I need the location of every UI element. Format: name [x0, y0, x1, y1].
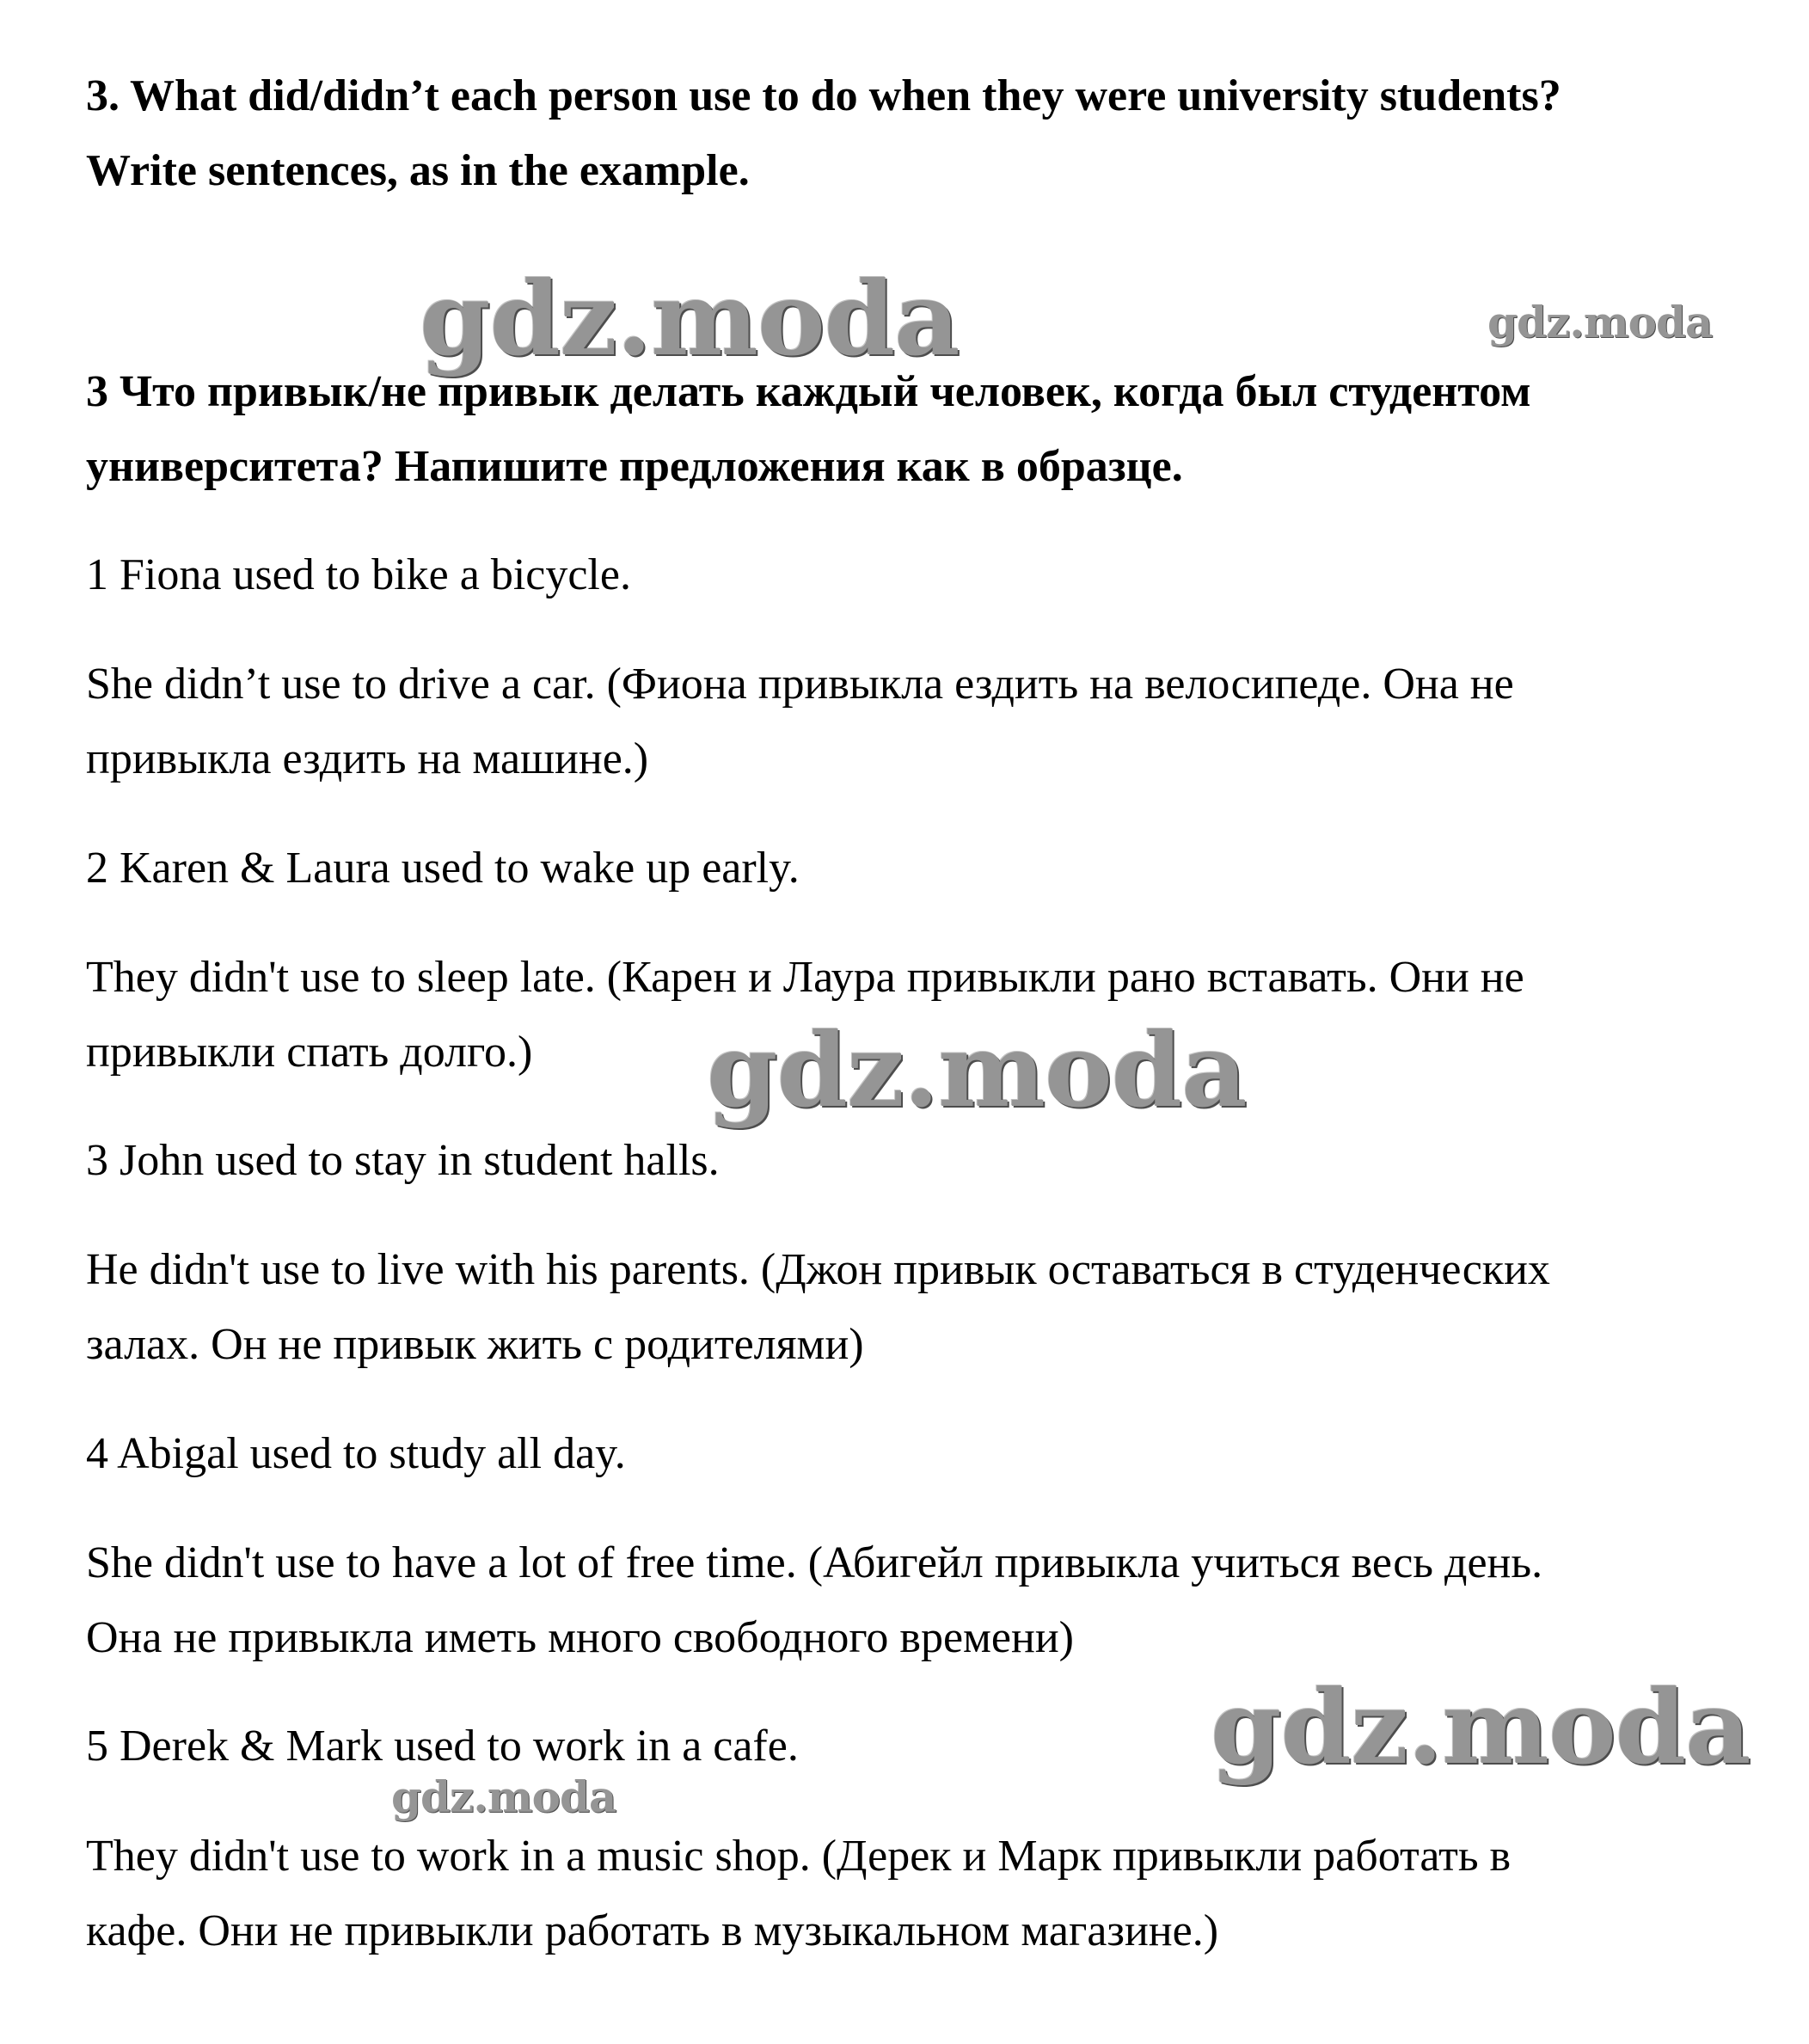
answer-2-translation-line-2: привыкли спать долго.) — [86, 1028, 533, 1077]
answer-4-translation-line-1: She didn't use to have a lot of free time. (Абигейл привыкла учиться весь день. — [86, 1538, 1543, 1587]
answer-3-sentence: 3 John used to stay in student halls. — [86, 1136, 720, 1185]
watermark-logo: gdz.moda — [1211, 1667, 1751, 1787]
answer-5-translation-line-1: They didn't use to work in a music shop. (Дерек и Марк привыкли работать в — [86, 1832, 1512, 1881]
task-heading-en-line-2: Write sentences, as in the example. — [86, 146, 750, 195]
answer-4-translation-line-2: Она не привыкла иметь много свободного времени) — [86, 1613, 1074, 1662]
answer-1-translation-line-2: привыкла ездить на машине.) — [86, 734, 649, 783]
task-heading-ru-line-1: 3 Что привык/не привык делать каждый человек, когда был студентом — [86, 367, 1531, 416]
watermark-logo: gdz.moda — [707, 1010, 1247, 1130]
answer-3-translation-line-1: He didn't use to live with his parents. (Джон привык оставаться в студенческих — [86, 1245, 1550, 1294]
watermark-logo: gdz.moda — [1487, 297, 1713, 347]
answer-2-translation-line-1: They didn't use to sleep late. (Карен и Лаура привыкли рано вставать. Они не — [86, 953, 1524, 1002]
task-heading-en-line-1: 3. What did/didn’t each person use to do when they were university students? — [86, 71, 1561, 120]
answer-1-translation-line-1: She didn’t use to drive a car. (Фиона привыкла ездить на велосипеде. Она не — [86, 660, 1514, 709]
answer-1-sentence: 1 Fiona used to bike a bicycle. — [86, 550, 631, 599]
task-heading-ru-line-2: университета? Напишите предложения как в образце. — [86, 442, 1183, 491]
watermark-logo: gdz.moda — [420, 259, 960, 378]
answer-2-sentence: 2 Karen & Laura used to wake up early. — [86, 844, 800, 893]
answer-4-sentence: 4 Abigal used to study all day. — [86, 1429, 626, 1478]
answer-3-translation-line-2: залах. Он не привык жить с родителями) — [86, 1320, 864, 1369]
answer-5-translation-line-2: кафе. Они не привыкли работать в музыкальном магазине.) — [86, 1906, 1219, 1955]
watermark-logo: gdz.moda — [391, 1771, 616, 1822]
answer-5-sentence: 5 Derek & Mark used to work in a cafe. — [86, 1722, 799, 1771]
